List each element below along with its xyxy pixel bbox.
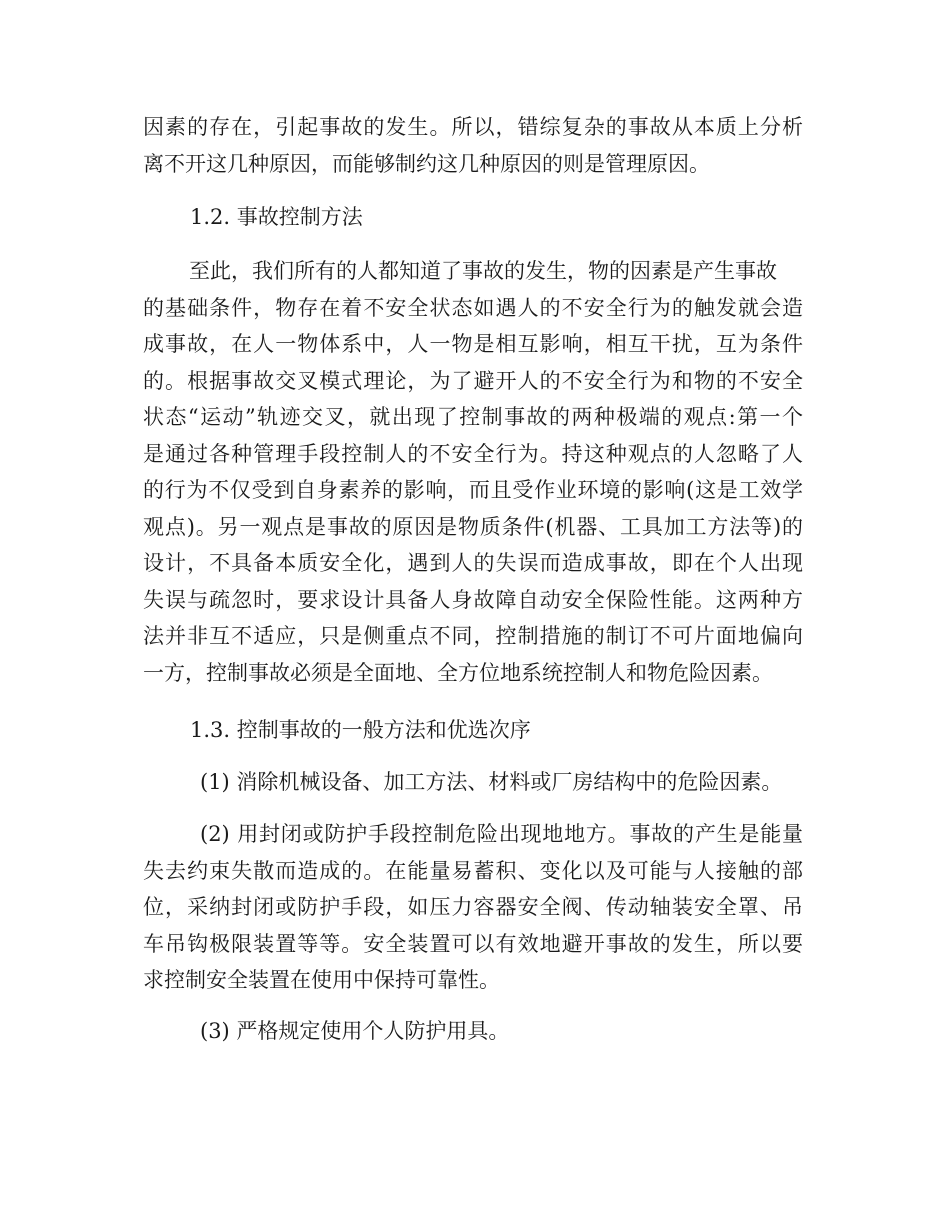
list-item-3: (3) 严格规定使用个人防护用具。 [200,1019,510,1043]
text-line: 因素的存在，引起事故的发生。所以，错综复杂的事故从本质上分析 [143,115,803,139]
text-line: 的。根据事故交叉模式理论，为了避开人的不安全行为和物的不安全 [143,368,803,393]
list-item-2-paragraph [143,816,803,999]
text-line: 离不开这几种原因，而能够制约这几种原因的则是管理原因。 [143,151,710,176]
list-item-1: (1) 消除机械设备、加工方法、材料或厂房结构中的危险因素。 [200,770,783,794]
text-line: 求控制安全装置在使用中保持可靠性。 [143,968,500,992]
text-line: 成事故，在人一物体系中，人一物是相互影响，相互干扰，互为条件 [143,332,803,356]
section-heading-1-2: 1.2. 事故控制方法 [190,205,363,229]
text-line: (2) 用封闭或防护手段控制危险出现地地方。事故的产生是能量 [200,822,803,846]
intro-paragraph [143,109,803,182]
text-line: 是通过各种管理手段控制人的不安全行为。持这种观点的人忽略了人 [143,441,803,466]
section-1-2-paragraph [143,253,803,691]
text-line: 的行为不仅受到自身素养的影响，而且受作业环境的影响(这是工效学 [143,478,803,502]
text-line: 的基础条件，物存在着不安全状态如遇人的不安全行为的触发就会造 [143,295,803,320]
text-line: 法并非互不适应，只是侧重点不同，控制措施的制订不可片面地偏向 [143,624,803,648]
text-line: 失误与疏忽时，要求设计具备人身故障自动安全保险性能。这两种方 [143,587,803,612]
text-line: 一方，控制事故必须是全面地、全方位地系统控制人和物危险因素。 [143,660,773,685]
section-heading-1-3: 1.3. 控制事故的一般方法和优选次序 [190,718,531,742]
text-line: 失去约束失散而造成的。在能量易蓄积、变化以及可能与人接触的部 [143,858,803,883]
text-line: 设计，不具备本质安全化，遇到人的失误而造成事故，即在个人出现 [143,551,803,575]
text-line: 观点)。另一观点是事故的原因是物质条件(机器、工具加工方法等)的 [143,514,803,539]
text-line: 位，采纳封闭或防护手段，如压力容器安全阀、传动轴装安全罩、吊 [143,895,803,919]
text-line: 车吊钩极限装置等等。安全装置可以有效地避开事故的发生，所以要 [143,931,803,956]
text-line: 状态“运动”轨迹交叉，就出现了控制事故的两种极端的观点:第一个 [143,405,803,429]
text-line: 至此，我们所有的人都知道了事故的发生，物的因素是产生事故 [189,259,777,283]
